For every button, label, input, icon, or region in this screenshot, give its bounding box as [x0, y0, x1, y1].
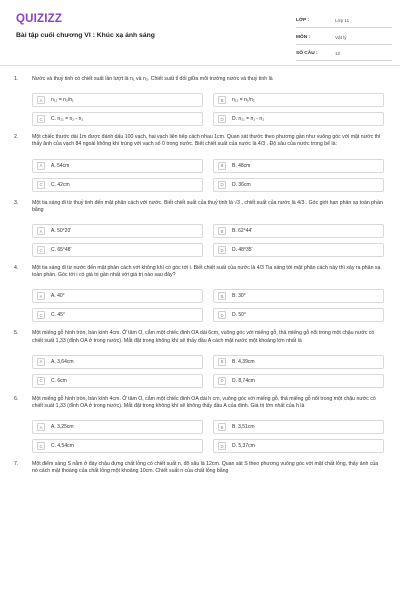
option-letter-badge: D [218, 442, 226, 450]
meta-label: MÔN : [296, 34, 311, 40]
option-text: C. 65°48' [51, 247, 72, 254]
option-text: B. 30° [232, 293, 246, 300]
option-letter-badge: A [37, 358, 45, 366]
option-letter-badge: C [37, 181, 45, 189]
question-number: 7. [14, 461, 19, 468]
option-letter-badge: C [37, 115, 45, 123]
option-text: C. 42cm [51, 181, 70, 188]
question-item [0, 76, 400, 126]
answer-option[interactable] [32, 308, 203, 322]
worksheet-header [0, 0, 400, 62]
option-letter-badge: A [37, 292, 45, 300]
answer-option[interactable] [32, 93, 203, 107]
question-number: 5. [14, 330, 19, 337]
worksheet-meta [296, 14, 392, 64]
answer-options [32, 289, 384, 322]
option-text: D. 5,37cm [232, 443, 255, 450]
answer-option[interactable] [32, 159, 203, 173]
question-list [0, 76, 400, 484]
answer-option[interactable] [32, 224, 203, 238]
question-item [0, 265, 400, 322]
question-text: Nước và thuỷ tinh có chiết suất lần lượt là n₁ và n₂. Chiết suất tỉ đối giữa môi trường nước và thuỷ tinh là [32, 76, 273, 82]
option-letter-badge: D [218, 181, 226, 189]
option-text: C. 45° [51, 312, 65, 319]
option-letter-badge: C [37, 246, 45, 254]
answer-option[interactable] [213, 178, 384, 192]
option-text: D. 8,74cm [232, 377, 255, 384]
meta-value: Lớp 11 [335, 18, 350, 23]
option-letter-badge: D [218, 246, 226, 254]
answer-option[interactable] [32, 112, 203, 126]
question-text: Một miếng gỗ hình tròn, bán kính 4cm. Ở tâm O, cắm một chiếc đinh OA dài h cm, vuông góc với miếng gỗ, thả miếng gỗ nổi trong một chậu nước có chiết suất 1,33 (đỉnh OA ở trong nước). Mắt đặt trong không khí sẽ không thấy đầu A của đinh. Giá trị lớn nhất của h là [32, 395, 376, 410]
answer-option[interactable] [213, 439, 384, 453]
meta-value: 12 [335, 51, 341, 56]
answer-option[interactable] [32, 355, 203, 369]
answer-option[interactable] [213, 289, 384, 303]
question-item [0, 396, 400, 453]
option-text: C. 6cm [51, 377, 67, 384]
question-number: 3. [14, 199, 19, 206]
question-number: 1. [14, 76, 19, 82]
question-text: Một điểm sáng S nằm ở đáy chậu đựng chất lỏng có chiết suất n, độ sâu là 12cm. Quan sát S theo phương vuông góc với mặt chất lỏng, thấy ảnh của nó cách mặt thoáng của chất lỏng một khoảng 10cm. Chiết suất n của chất lỏng bằng [32, 461, 379, 475]
answer-option[interactable] [32, 243, 203, 257]
answer-option[interactable] [213, 112, 384, 126]
question-text: Một tia sáng đi từ thuỷ tinh đến mặt phân cách với nước. Biết chiết suất của thuỷ tinh là √3 , chiết suất của nước là 4/3 . Góc giới hạn phản xạ toàn phần bằng [32, 199, 383, 213]
option-text: C. n₂₁ = n₂ - n₁ [51, 116, 84, 123]
option-letter-badge: A [37, 423, 45, 431]
option-text: B. 62°44' [232, 228, 253, 235]
meta-row-class [296, 14, 392, 28]
answer-option[interactable] [32, 178, 203, 192]
option-text: B. 48cm [232, 162, 251, 169]
option-letter-badge: A [37, 162, 45, 170]
answer-options [32, 355, 384, 388]
question-text: Một chiếc thước dài 1m được đánh dấu 100 vạch, hai vạch liên tiếp cách nhau 1cm. Quan sát thước theo phương gần như vuông góc với mặt nước thì thấy ảnh của vạch 84 ngoài không khí trùng với vạch số 0 trong nước. Biết chiết suất của nước là 4/3 . Độ sâu của nước trong bể là: [32, 134, 381, 148]
answer-options [32, 159, 384, 192]
option-letter-badge: C [37, 377, 45, 385]
question-number: 6. [14, 395, 19, 402]
answer-option[interactable] [213, 308, 384, 322]
answer-option[interactable] [32, 420, 203, 434]
question-text: Một tia sáng đi từ nước đến mặt phân cách với không khí có góc tới i. Biết chiết suất của nước là 4/3 Tia sáng tới mặt phân cách này thì xảy ra phản xạ toàn phần. Góc tới i có giá trị gần nhất với giá trị nào sau đây? [32, 265, 381, 279]
option-letter-badge: A [37, 96, 45, 104]
option-letter-badge: A [37, 227, 45, 235]
option-letter-badge: B [218, 358, 226, 366]
question-text: Một miếng gỗ hình tròn, bán kính 4cm. Ở tâm O, cắm một chiếc đinh OA dài 6cm, vuông góc với miếng gỗ, thả miếng gỗ nổi trong một chậu nước có chiết suất 1,33 (đỉnh OA ở trong nước). Mắt đặt trong không khí sẽ thấy đầu A cách mặt nước một khoảng lớn nhất là [32, 330, 375, 344]
meta-row-subject [296, 31, 392, 45]
question-number: 4. [14, 265, 19, 272]
answer-option[interactable] [213, 243, 384, 257]
option-text: B. 4,39cm [232, 358, 255, 365]
option-text: A. 3,64cm [51, 358, 74, 365]
answer-option[interactable] [213, 93, 384, 107]
answer-option[interactable] [213, 224, 384, 238]
option-letter-badge: B [218, 292, 226, 300]
question-item [0, 330, 400, 387]
answer-option[interactable] [32, 374, 203, 388]
option-text: B. 3,51cm [232, 424, 255, 431]
answer-option[interactable] [213, 420, 384, 434]
option-letter-badge: B [218, 96, 226, 104]
option-text: D. n₂₁ = n₁ - n₂ [232, 116, 265, 123]
answer-options [32, 93, 384, 126]
question-item [0, 134, 400, 191]
worksheet-title: Bài tập cuối chương VI : Khúc xạ ánh sáng [16, 32, 155, 39]
option-letter-badge: B [218, 423, 226, 431]
option-text: n₁₂ = n₂/n₁ [51, 97, 74, 104]
option-text: C. 4,54cm [51, 443, 74, 450]
option-letter-badge: C [37, 442, 45, 450]
question-item [0, 200, 400, 257]
quizizz-logo: QUIZIZZ [16, 13, 63, 25]
option-text: D. 36cm [232, 181, 251, 188]
meta-label: SỐ CÂU : [296, 51, 318, 56]
meta-value: Vật lý [335, 34, 347, 40]
header-divider [0, 65, 400, 66]
option-text: A. 54cm [51, 162, 70, 169]
answer-option[interactable] [213, 159, 384, 173]
option-letter-badge: D [218, 377, 226, 385]
option-text: D. 48°35' [232, 247, 253, 254]
question-item [0, 461, 400, 475]
option-letter-badge: C [37, 311, 45, 319]
option-letter-badge: B [218, 162, 226, 170]
question-number: 2. [14, 134, 19, 141]
answer-options [32, 420, 384, 453]
answer-option[interactable] [32, 289, 203, 303]
option-text: A. 3,25cm [51, 424, 74, 431]
meta-label: LỚP : [296, 18, 310, 23]
meta-row-question-count [296, 47, 392, 61]
answer-option[interactable] [213, 374, 384, 388]
option-letter-badge: D [218, 115, 226, 123]
option-text: A. 40° [51, 293, 65, 300]
answer-options [32, 224, 384, 257]
answer-option[interactable] [32, 439, 203, 453]
option-text: A. 50°20' [51, 228, 72, 235]
option-text: n₁₂ = n₁/n₂ [232, 97, 255, 104]
option-letter-badge: D [218, 311, 226, 319]
answer-option[interactable] [213, 355, 384, 369]
option-letter-badge: B [218, 227, 226, 235]
option-text: D. 50° [232, 312, 246, 319]
